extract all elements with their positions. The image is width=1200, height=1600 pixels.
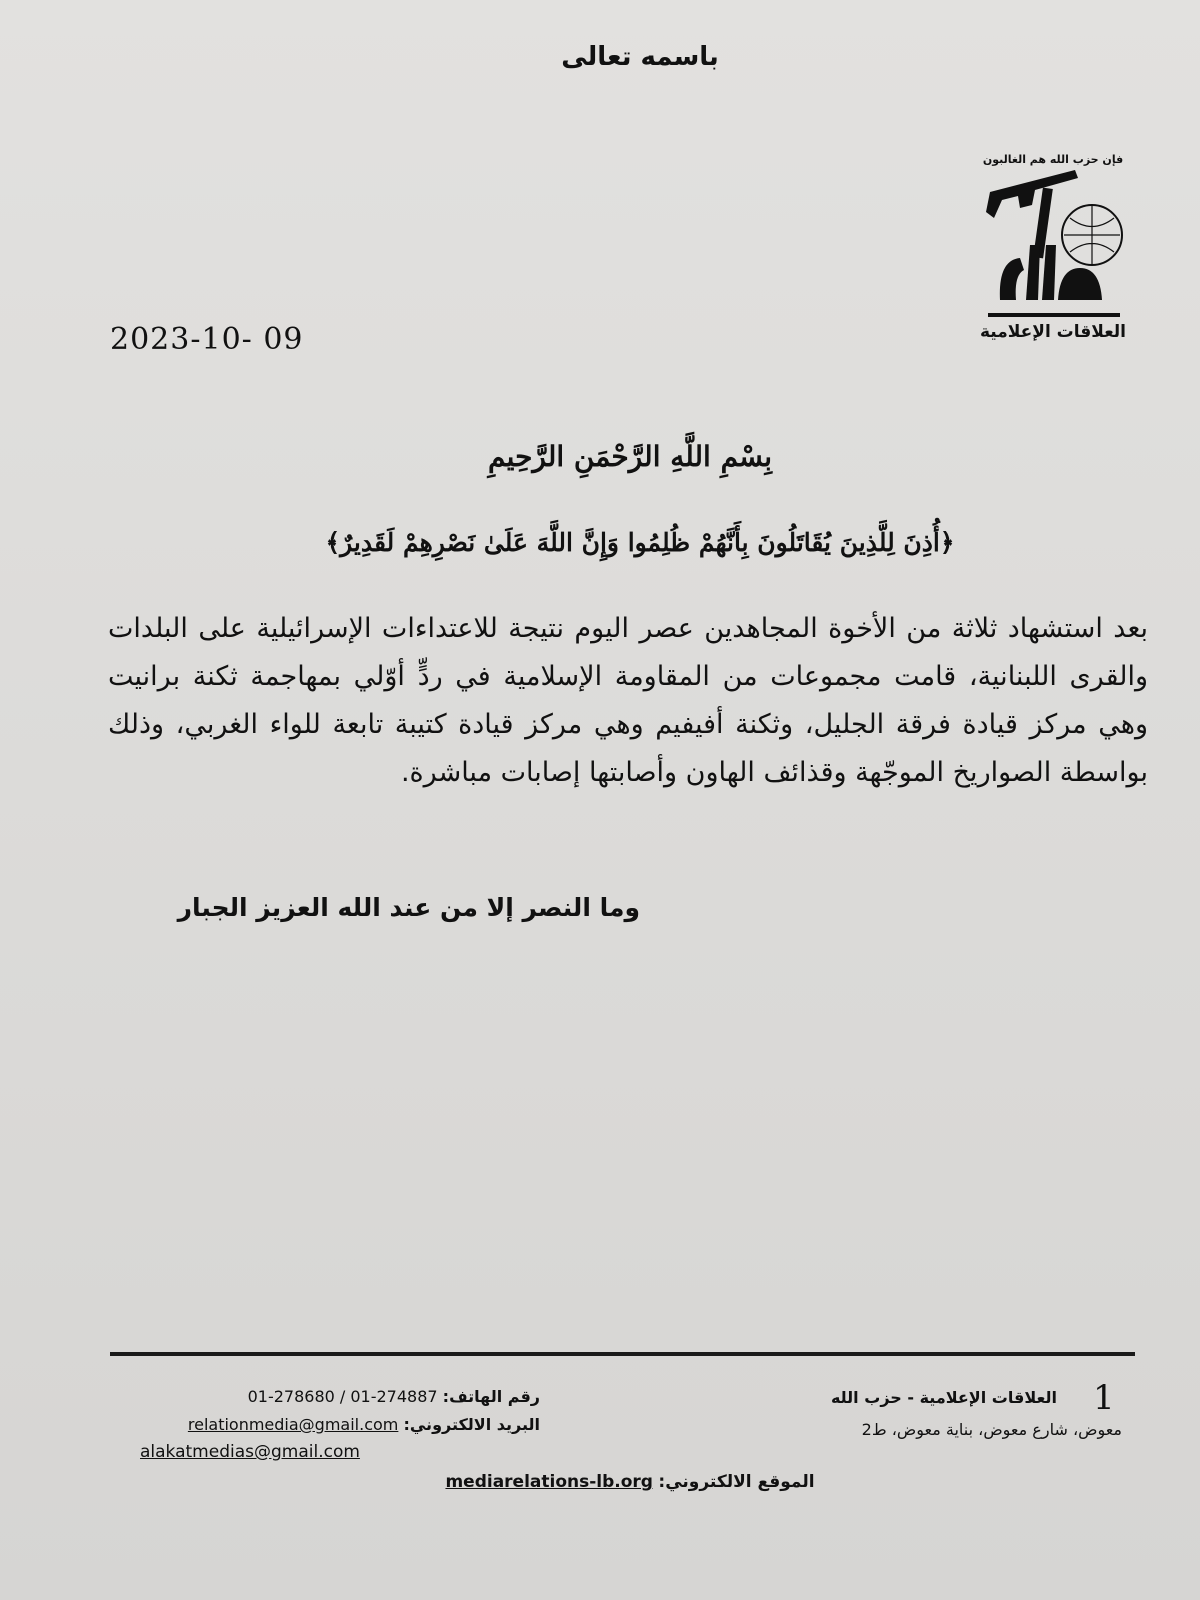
footer-organization: العلاقات الإعلامية - حزب الله: [830, 1388, 1057, 1407]
page-number: 1: [1093, 1378, 1115, 1418]
website-link[interactable]: mediarelations-lb.org: [445, 1472, 653, 1492]
logo-motto: فإن حزب الله هم الغالبون: [982, 153, 1124, 166]
website-label: الموقع الالكتروني:: [658, 1472, 815, 1492]
document-date: 2023-10- 09: [110, 322, 304, 357]
phone-row: [130, 1383, 540, 1411]
phone-value: 01-278680 / 01-274887: [247, 1387, 438, 1406]
statement-body: بعد استشهاد ثلاثة من الأخوة المجاهدين عصر اليوم نتيجة للاعتداءات الإسرائيلية على البلدات والقرى اللبنانية، قامت مجموعات من المقاومة الإسلامية في ردٍّ أوّلي بمهاجمة ثكنة برانيت وهي مركز قيادة فرقة الجليل، وثكنة أفيفيم وهي مركز قيادة كتيبة تابعة للواء الغربي، وذلك بواسطة الصواريخ الموجّهة وقذائف الهاون وأصابتها إصابات مباشرة.: [108, 613, 1148, 788]
email-label: البريد الالكتروني:: [403, 1415, 540, 1434]
email-row: [130, 1411, 540, 1439]
footer-contact: [130, 1383, 540, 1439]
organization-logo: [980, 150, 1130, 350]
basmala: بِسْمِ اللَّهِ الرَّحْمَنِ الرَّحِيمِ: [488, 440, 772, 473]
closing-phrase: وما النصر إلا من عند الله العزيز الجبار: [177, 893, 640, 922]
footer-website: [440, 1472, 820, 1492]
phone-label: رقم الهاتف:: [442, 1387, 540, 1406]
logo-emblem-icon: [980, 150, 1130, 350]
email-link-secondary[interactable]: alakatmedias@gmail.com: [140, 1442, 360, 1462]
footer-address: معوض، شارع معوض، بناية معوض، ط2: [861, 1420, 1122, 1439]
quran-verse: ﴿أُذِنَ لِلَّذِينَ يُقَاتَلُونَ بِأَنَّهُمْ ظُلِمُوا وَإِنَّ اللَّهَ عَلَىٰ نَصْرِهِمْ لَقَدِيرٌ﴾: [325, 528, 955, 557]
logo-caption: العلاقات الإعلامية: [979, 322, 1126, 342]
header-title: باسمه تعالى: [561, 42, 719, 72]
footer-divider: [110, 1352, 1135, 1356]
email-link-primary[interactable]: relationmedia@gmail.com: [187, 1415, 399, 1434]
